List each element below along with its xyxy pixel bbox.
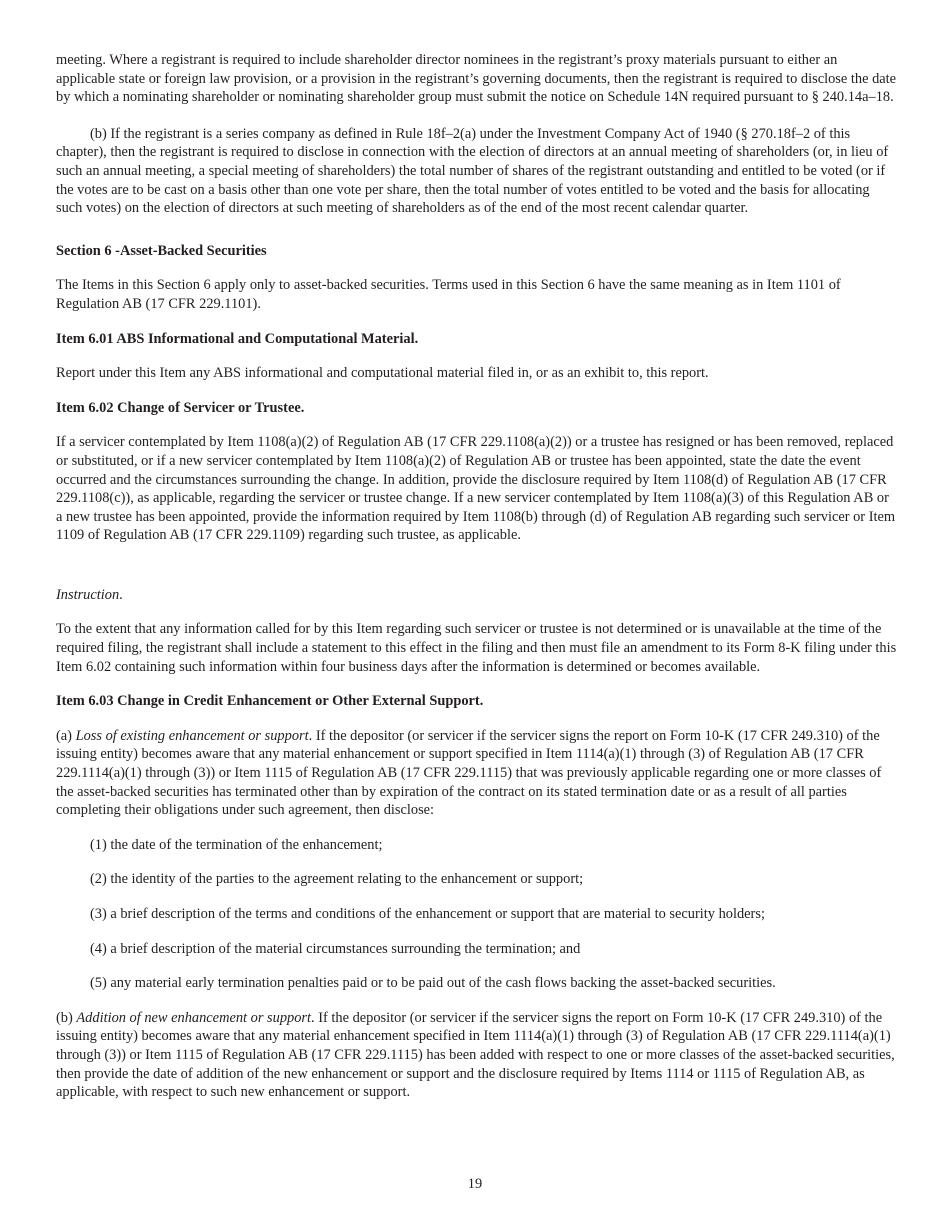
section-6-intro: The Items in this Section 6 apply only to asset-backed securities. Terms used in this Section 6 have the same meaning as in Item 1101 of Regulation AB (17 CFR 229.1101).	[56, 277, 841, 312]
paragraph-b-series-company: (b) If the registrant is a series company as defined in Rule 18f–2(a) under the Investment Company Act of 1940 (§ 270.18f–2 of this chapter), then the registrant is required to disclose in connection with the election of directors at an annual meeting of shareholders (or, in lieu of such an annual meeting, a special meeting of shareholders) the total number of shares of the registrant outstanding and entitled to be voted (or if the votes are to be cast on a basis other than one vote per share, then the total number of votes entitled to be voted and the basis for allocating such votes) on the election of directors at such meeting of shareholders as of the end of the most recent calendar quarter.	[56, 125, 889, 217]
item-6-02-heading: Item 6.02 Change of Servicer or Trustee.	[56, 399, 305, 416]
item-6-03-paragraph-b	[56, 1009, 898, 1102]
page-content	[56, 51, 898, 1102]
page-number: 19	[467, 1176, 483, 1192]
instruction-text: To the extent that any information called for by this Item regarding such servicer or trustee is not determined or is unavailable at the time of the required filing, the registrant shall include a statement to this effect in the filing and then must file an amendment to its Form 8-K filing under this Item 6.02 containing such information within four business days after the information is determined or becomes available.	[56, 621, 897, 675]
section-6-heading: Section 6 -Asset-Backed Securities	[56, 242, 267, 259]
instruction-label-line	[56, 586, 898, 605]
list-item: (3) a brief description of the terms and conditions of the enhancement or support that are material to security holders;	[90, 906, 765, 922]
instruction-label: Instruction	[56, 586, 120, 603]
item-6-03-paragraph-a	[56, 727, 898, 820]
paragraph-b-prefix: (b)	[56, 1009, 77, 1026]
instruction-period: .	[119, 586, 123, 603]
item-6-03-heading: Item 6.03 Change in Credit Enhancement or Other External Support.	[56, 693, 484, 710]
paragraph-a-prefix: (a)	[56, 727, 76, 744]
list-item: (1) the date of the termination of the enhancement;	[90, 836, 383, 853]
item-6-01-heading: Item 6.01 ABS Informational and Computational Material.	[56, 330, 419, 347]
continuation-paragraph: meeting. Where a registrant is required to include shareholder director nominees in the registrant’s proxy materials pursuant to either an applicable state or foreign law provision, or a provision in the registrant’s governing documents, then the registrant is required to disclose the date by which a nominating shareholder or nominating shareholder group must submit the notice on Schedule 14N required pursuant to § 240.14a–18.	[56, 52, 897, 106]
item-6-01-text: Report under this Item any ABS informational and computational material filed in, or as an exhibit to, this report.	[56, 365, 709, 382]
paragraph-b-title: Addition of new enhancement or support	[76, 1009, 312, 1026]
paragraph-b-text: . If the depositor (or servicer if the servicer signs the report on Form 10-K (17 CFR 249.310) of the issuing entity) becomes aware that any material enhancement specified in Item 1114(a)(1) through (3) of Regulation AB (17 CFR 229.1114(a)(1) through (3)) or Item 1115 of Regulation AB (17 CFR 229.1115) has been added with respect to one or more classes of the asset-backed securities, then provide the date of addition of the new enhancement or support and the disclosure required by Items 1114 or 1115 of Regulation AB, as applicable, with respect to such new enhancement or support.	[56, 1009, 895, 1101]
paragraph-a-title: Loss of existing enhancement or support	[75, 727, 309, 744]
list-item: (2) the identity of the parties to the agreement relating to the enhancement or support;	[90, 871, 584, 888]
item-6-02-text: If a servicer contemplated by Item 1108(a)(2) of Regulation AB (17 CFR 229.1108(a)(2)) or a trustee has resigned or has been removed, replaced or substituted, or if a new servicer contemplated by Item 1108(a)(2) of Regulation AB or trustee has been appointed, state the date the event occurred and the circumstances surrounding the change. In addition, provide the disclosure required by Item 1108(d) of Regulation AB (17 CFR 229.1108(c)), as applicable, regarding the servicer or trustee change. If a new servicer contemplated by Item 1108(a)(3) of this Regulation AB or a new trustee has been appointed, provide the information required by Item 1108(b) through (d) of Regulation AB regarding such servicer or Item 1109 of Regulation AB (17 CFR 229.1109) regarding such trustee, as applicable.	[56, 434, 896, 544]
list-item: (5) any material early termination penalties paid or to be paid out of the cash flows backing the asset-backed securities.	[90, 975, 776, 992]
list-item: (4) a brief description of the material circumstances surrounding the termination; and	[90, 940, 581, 957]
paragraph-a-text: . If the depositor (or servicer if the servicer signs the report on Form 10-K (17 CFR 249.310) of the issuing entity) becomes aware that any material enhancement or support specified in Item 1114(a)(1) through (3) of Regulation AB (17 CFR 229.1114(a)(1) through (3)) or Item 1115 of Regulation AB (17 CFR 229.1115) that was previously applicable regarding one or more classes of the asset-backed securities has terminated other than by expiration of the contract on its stated termination date or as a result of all parties completing their obligations under such agreement, then disclose:	[56, 727, 882, 819]
